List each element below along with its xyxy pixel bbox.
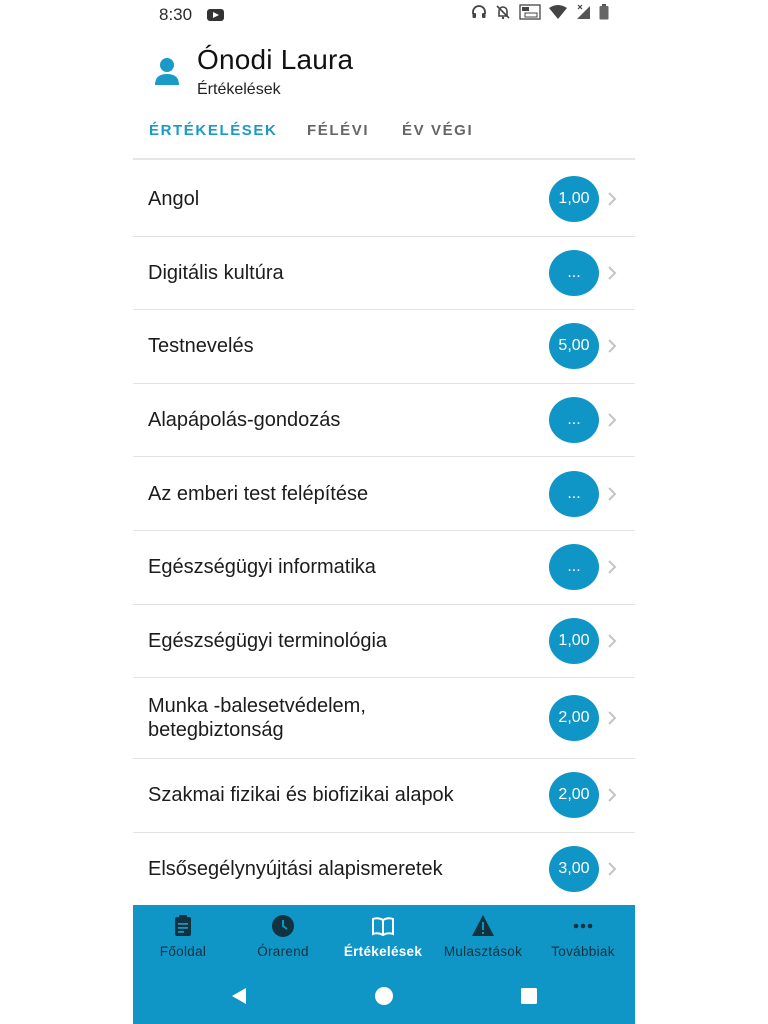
nav-item-ertekelesek[interactable]	[333, 905, 433, 965]
chevron-right-icon	[607, 191, 617, 207]
nav-item-fooldal[interactable]	[133, 905, 233, 965]
list-item[interactable]	[133, 678, 635, 759]
average-badge: 1,00	[549, 618, 599, 664]
signal-icon	[575, 4, 591, 25]
chevron-right-icon	[607, 787, 617, 803]
chevron-right-icon	[607, 861, 617, 877]
chevron-right-icon	[607, 559, 617, 575]
nav-label: Órarend	[257, 944, 309, 959]
average-badge: 2,00	[549, 695, 599, 741]
page-subtitle: Értékelések	[197, 81, 281, 98]
average-badge: 2,00	[549, 772, 599, 818]
clipboard-icon	[171, 914, 195, 938]
nav-item-orarend[interactable]	[233, 905, 333, 965]
back-icon[interactable]	[228, 985, 250, 1007]
list-item[interactable]	[133, 605, 635, 679]
battery-icon	[599, 4, 609, 25]
subject-name: Alapápolás-gondozás	[148, 409, 341, 432]
home-icon[interactable]	[373, 985, 395, 1007]
grade-list	[133, 163, 635, 906]
status-bar	[133, 0, 635, 32]
chevron-right-icon	[607, 265, 617, 281]
subject-name: Digitális kultúra	[148, 261, 284, 284]
nav-label: Továbbiak	[551, 944, 615, 959]
list-item[interactable]	[133, 237, 635, 311]
average-badge: ...	[549, 471, 599, 517]
list-item[interactable]	[133, 310, 635, 384]
chevron-right-icon	[607, 412, 617, 428]
nav-item-mulasztasok[interactable]	[433, 905, 533, 965]
average-badge: 3,00	[549, 846, 599, 892]
average-badge: ...	[549, 397, 599, 443]
subject-name: Elsősegélynyújtási alapismeretek	[148, 858, 443, 881]
average-badge: 1,00	[549, 176, 599, 222]
average-badge: ...	[549, 544, 599, 590]
list-item[interactable]	[133, 531, 635, 605]
subject-name: Az emberi test felépítése	[148, 482, 369, 505]
tab-felevi[interactable]: FÉLÉVI	[307, 122, 370, 139]
chevron-right-icon	[607, 633, 617, 649]
average-badge: 5,00	[549, 323, 599, 369]
list-item[interactable]	[133, 457, 635, 531]
average-badge: ...	[549, 250, 599, 296]
nav-label: Mulasztások	[443, 944, 523, 959]
list-item[interactable]	[133, 163, 635, 237]
app-screen	[133, 0, 635, 1024]
nav-item-tovabbiak[interactable]	[533, 905, 633, 965]
clock-icon	[271, 914, 295, 938]
system-nav-bar	[133, 965, 635, 1024]
list-item[interactable]	[133, 833, 635, 907]
wifi-icon	[549, 5, 567, 24]
subject-name: Testnevelés	[148, 335, 254, 358]
status-icons	[471, 4, 609, 25]
volte-icon	[519, 4, 541, 25]
bottom-nav	[133, 905, 635, 965]
youtube-icon	[207, 9, 224, 21]
recents-icon[interactable]	[518, 985, 540, 1007]
header	[133, 32, 635, 112]
page-title: Ónodi Laura	[197, 44, 354, 75]
chevron-right-icon	[607, 338, 617, 354]
bell-off-icon	[495, 4, 511, 25]
chevron-right-icon	[607, 486, 617, 502]
tab-bar	[133, 112, 635, 160]
subject-name: Munka -balesetvédelem, betegbiztonság	[148, 695, 366, 742]
list-item[interactable]	[133, 384, 635, 458]
list-item[interactable]	[133, 759, 635, 833]
tab-ev-vegi[interactable]: ÉV VÉGI	[402, 122, 474, 139]
subject-name: Angol	[148, 188, 200, 211]
person-icon	[153, 56, 181, 86]
headphones-icon	[471, 4, 487, 25]
subject-name: Egészségügyi informatika	[148, 556, 376, 579]
nav-label: Értékelések	[343, 944, 423, 959]
nav-label: Főoldal	[159, 944, 207, 959]
status-time: 8:30	[159, 5, 193, 24]
more-icon	[571, 914, 595, 938]
chevron-right-icon	[607, 710, 617, 726]
book-icon	[371, 914, 395, 938]
warning-icon	[471, 914, 495, 938]
subject-name: Szakmai fizikai és biofizikai alapok	[148, 784, 454, 807]
subject-name: Egészségügyi terminológia	[148, 629, 388, 652]
tab-ertekelesek[interactable]: ÉRTÉKELÉSEK	[149, 122, 278, 139]
